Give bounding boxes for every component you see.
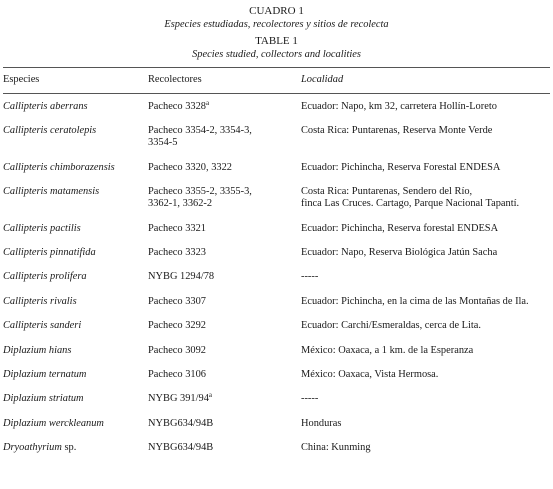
species-cell [3,162,115,174]
species-cell [3,296,77,308]
locality-cell [301,101,497,113]
species-cell [3,393,84,405]
species-cell [3,186,99,198]
collector-line: Pacheco 3292 [148,320,206,332]
locality-line: Honduras [301,417,342,429]
species-cell [3,442,76,454]
species-name: Callipteris ceratolepis [3,125,97,137]
caption-spanish [0,5,553,31]
footnote-marker: a [206,99,210,107]
table-row [0,387,553,411]
table-row [0,314,553,338]
locality-cell [301,393,318,405]
table-row [0,363,553,387]
species-cell [3,247,96,259]
caption-spanish-subtitle: Especies estudiadas, recolectores y sitios de recolecta [164,19,389,30]
collector-line: NYBG 1294/78 [148,271,215,283]
collector-cell [148,320,206,332]
species-suffix: sp. [61,442,77,454]
locality-line: ----- [301,393,319,405]
column-header-locality: Localidad [301,74,344,85]
table-row [0,436,553,460]
collector-cell [148,345,206,357]
species-name: Dryoathyrium [3,442,62,454]
collector-line: Pacheco 3321 [148,222,206,234]
collector-cell [148,125,252,149]
species-cell [3,320,81,332]
locality-line: Ecuador: Napo, km 32, carretera Hollín-Loreto [301,101,497,112]
collector-line: Pacheco 3328 [148,101,206,112]
species-name: Callipteris rivalis [3,295,77,307]
species-name: Callipteris chimborazensis [3,161,115,173]
species-name: Callipteris pactilis [3,222,81,234]
species-name: Diplazium striatum [3,393,84,405]
collector-line: Pacheco 3307 [148,295,206,307]
column-header-species: Especies [3,74,40,85]
species-name: Callipteris prolifera [3,271,87,283]
collector-line: 3354-5 [148,137,178,149]
caption-spanish-title: CUADRO 1 [249,5,304,17]
collector-line: Pacheco 3354-2, 3354-3, [148,125,252,137]
locality-line: Costa Rica: Puntarenas, Reserva Monte Verde [301,125,493,137]
table-row [0,412,553,436]
table-row [0,217,553,241]
collector-cell [148,186,252,210]
caption-english-subtitle: Species studied, collectors and localities [192,49,361,60]
species-name: Callipteris matamensis [3,186,100,198]
locality-line: Ecuador: Carchi/Esmeraldas, cerca de Lita. [301,320,482,332]
locality-cell [301,369,438,381]
collector-cell [148,223,206,235]
collector-line: NYBG634/94B [148,442,214,454]
table-body [0,95,553,460]
collector-line: NYBG 391/94 [148,393,209,405]
table-header-rule [3,93,550,94]
locality-cell [301,345,473,357]
locality-cell [301,271,318,283]
collector-cell [148,418,213,430]
table-row [0,156,553,180]
table-row [0,290,553,314]
table-row [0,339,553,363]
species-name: Callipteris sanderi [3,320,82,332]
collector-cell [148,101,209,113]
table-row [0,265,553,289]
species-cell [3,223,81,235]
collector-cell [148,369,206,381]
collector-line: Pacheco 3323 [148,246,206,258]
species-cell [3,369,86,381]
table-row [0,180,553,216]
locality-cell [301,320,481,332]
locality-line: Ecuador: Napo, Reserva Biológica Jatún Sacha [301,246,498,258]
collector-line: 3362-1, 3362-2 [148,198,213,210]
collector-line: NYBG634/94B [148,417,214,429]
locality-cell [301,418,341,430]
locality-cell [301,247,497,259]
collector-cell [148,296,206,308]
table-row [0,119,553,155]
caption-english-title: TABLE 1 [255,35,298,47]
locality-cell [301,186,519,210]
locality-line: China: Kunming [301,442,371,454]
collector-cell [148,442,213,454]
locality-line: finca Las Cruces. Cartago, Parque Nacional Tapantí. [301,198,520,210]
locality-line: Ecuador: Pichincha, en la cima de las Montañas de Ila. [301,295,529,307]
species-cell [3,271,87,283]
species-name: Diplazium ternatum [3,368,87,380]
collector-line: Pacheco 3092 [148,344,206,356]
locality-line: ----- [301,271,319,283]
species-name: Callipteris aberrans [3,101,88,112]
table-row [0,241,553,265]
locality-line: Costa Rica: Puntarenas, Sendero del Río, [301,186,473,198]
locality-line: Ecuador: Pichincha, Reserva Forestal ENDESA [301,161,501,173]
species-cell [3,418,104,430]
table-row [0,95,553,119]
locality-cell [301,223,498,235]
collector-cell [148,271,214,283]
locality-line: México: Oaxaca, a 1 km. de la Esperanza [301,344,474,356]
collector-line: Pacheco 3106 [148,368,206,380]
locality-cell [301,162,500,174]
locality-cell [301,442,371,454]
species-cell [3,345,71,357]
collector-cell [148,162,232,174]
table-header [0,68,553,93]
column-header-collectors: Recolectores [148,74,202,85]
caption-english [0,35,553,61]
species-name: Diplazium hians [3,344,72,356]
species-name: Diplazium werckleanum [3,417,104,429]
locality-cell [301,296,529,308]
locality-line: Ecuador: Pichincha, Reserva forestal ENDESA [301,222,499,234]
collector-cell [148,247,206,259]
locality-line: México: Oaxaca, Vista Hermosa. [301,368,439,380]
collector-cell [148,393,212,405]
species-cell [3,101,88,113]
locality-cell [301,125,492,137]
species-name: Callipteris pinnatifida [3,246,96,258]
collector-line: Pacheco 3320, 3322 [148,161,232,173]
species-cell [3,125,96,137]
footnote-marker: a [208,391,213,400]
collector-line: Pacheco 3355-2, 3355-3, [148,186,252,198]
